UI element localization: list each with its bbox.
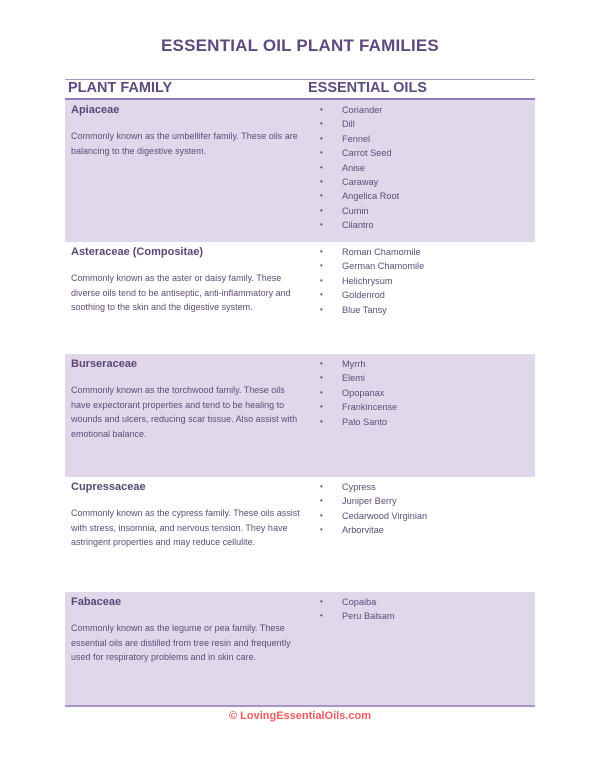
bullet-icon: •	[320, 290, 323, 300]
bullet-icon: •	[320, 387, 323, 397]
bullet-icon: •	[320, 496, 323, 506]
family-description: Commonly known as the legume or pea family. These essential oils are distilled from tree resin and frequently used for respiratory problems and in skin care.	[71, 623, 291, 662]
family-description: Commonly known as the torchwood family. These oils have expectorant properties and tend to be healing to wounds and ulcers, reducing scar tissue. Also assist with emotional balance.	[71, 385, 298, 439]
table-row	[65, 100, 535, 242]
family-cell	[65, 242, 307, 354]
oils-cell	[307, 242, 535, 354]
plant-family-table	[65, 79, 535, 707]
bullet-icon: •	[320, 597, 323, 606]
bullet-icon: •	[320, 133, 323, 143]
list-item: • Roman Chamomile	[320, 245, 535, 259]
oils-cell	[307, 477, 535, 592]
bullet-icon: •	[320, 247, 323, 256]
bullet-icon: •	[320, 205, 323, 215]
bullet-icon: •	[320, 191, 323, 201]
oils-list	[307, 357, 535, 429]
list-item: • Peru Balsam	[320, 609, 535, 623]
bullet-icon: •	[320, 373, 323, 383]
bullet-icon: •	[320, 482, 323, 491]
family-description: Commonly known as the cypress family. These oils assist with stress, insomnia, and nervous tension. They have astringent properties and may reduce cellulite.	[71, 508, 300, 547]
page-title: ESSENTIAL OIL PLANT FAMILIES	[161, 36, 439, 55]
oils-cell	[307, 100, 535, 242]
list-item: • Anise	[320, 161, 535, 175]
oils-cell	[307, 592, 535, 705]
table-bottom-rule	[65, 705, 535, 707]
family-name: Fabaceae	[71, 596, 122, 608]
bullet-icon: •	[320, 275, 323, 285]
family-cell	[65, 100, 307, 242]
list-item: • Carrot Seed	[320, 146, 535, 160]
table-row	[65, 354, 535, 477]
header-essential-oils: ESSENTIAL OILS	[308, 80, 427, 96]
family-description: Commonly known as the aster or daisy family. These diverse oils tend to be antiseptic, anti-inflammatory and soothing to the skin and the digestive system.	[71, 273, 291, 312]
family-cell	[65, 592, 307, 705]
table-row	[65, 242, 535, 354]
header-plant-family: PLANT FAMILY	[68, 80, 173, 96]
list-item: • Elemi	[320, 371, 535, 385]
bullet-icon: •	[320, 162, 323, 172]
list-item: • Fennel	[320, 132, 535, 146]
oils-list	[307, 595, 535, 624]
family-cell	[65, 354, 307, 477]
list-item: • Cypress	[320, 480, 535, 494]
bullet-icon: •	[320, 510, 323, 520]
list-item: • Opopanax	[320, 386, 535, 400]
list-item: • Myrrh	[320, 357, 535, 371]
footer-copyright-link[interactable]: © LovingEssentialOils.com	[229, 710, 371, 722]
list-item: • Dill	[320, 117, 535, 131]
bullet-icon: •	[320, 359, 323, 368]
bullet-icon: •	[320, 105, 323, 114]
list-item: • Helichrysum	[320, 274, 535, 288]
table-header	[65, 80, 535, 100]
table-row	[65, 477, 535, 592]
list-item: • Coriander	[320, 103, 535, 117]
family-description: Commonly known as the umbellifer family. These oils are balancing to the digestive system.	[71, 131, 298, 156]
bullet-icon: •	[320, 525, 323, 535]
oils-cell	[307, 354, 535, 477]
oils-list	[307, 103, 535, 233]
oils-list	[307, 480, 535, 538]
oils-list	[307, 245, 535, 317]
list-item: • Goldenrod	[320, 288, 535, 302]
list-item: • German Chamomile	[320, 259, 535, 273]
list-item: • Arborvitae	[320, 523, 535, 537]
bullet-icon: •	[320, 402, 323, 412]
bullet-icon: •	[320, 177, 323, 187]
family-name: Cupressaceae	[71, 481, 146, 493]
list-item: • Cumin	[320, 204, 535, 218]
family-name: Asteraceae (Compositae)	[71, 246, 204, 258]
bullet-icon: •	[320, 611, 323, 621]
family-name: Burseraceae	[71, 358, 138, 370]
list-item: • Blue Tansy	[320, 303, 535, 317]
bullet-icon: •	[320, 416, 323, 426]
list-item: • Cedarwood Virginian	[320, 509, 535, 523]
bullet-icon: •	[320, 304, 323, 314]
list-item: • Frankincense	[320, 400, 535, 414]
family-cell	[65, 477, 307, 592]
list-item: • Copaiba	[320, 595, 535, 609]
list-item: • Cilantro	[320, 218, 535, 232]
list-item: • Caraway	[320, 175, 535, 189]
bullet-icon: •	[320, 261, 323, 271]
list-item: • Palo Santo	[320, 415, 535, 429]
list-item: • Angelica Root	[320, 189, 535, 203]
list-item: • Juniper Berry	[320, 494, 535, 508]
bullet-icon: •	[320, 119, 323, 129]
table-row	[65, 592, 535, 705]
bullet-icon: •	[320, 148, 323, 158]
bullet-icon: •	[320, 220, 323, 230]
family-name: Apiaceae	[71, 104, 120, 116]
